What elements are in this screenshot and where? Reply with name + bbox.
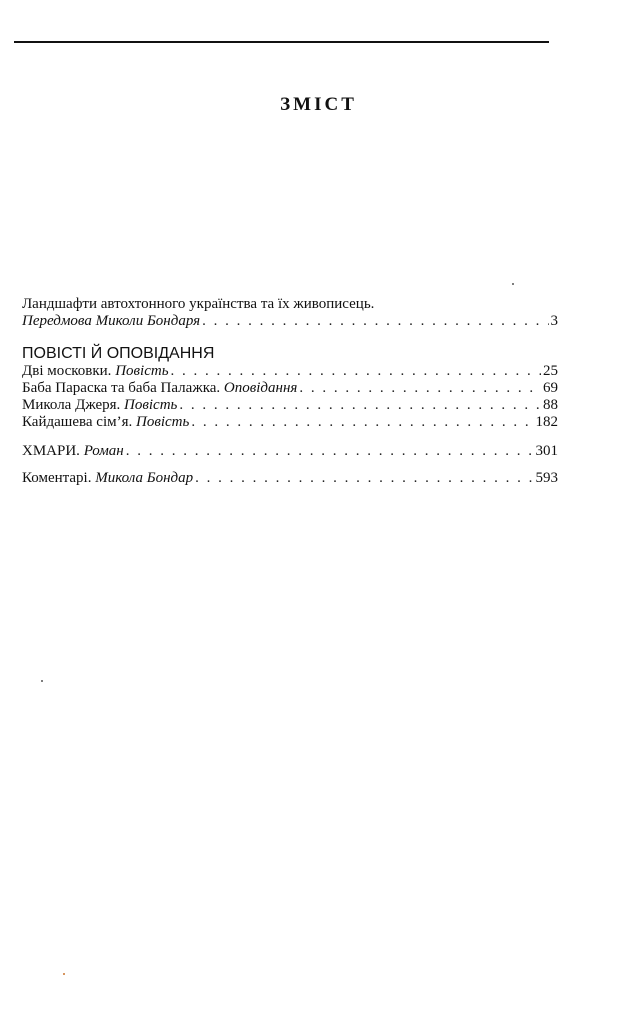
toc-page-number: 593	[535, 470, 558, 486]
toc-entry	[22, 363, 558, 380]
toc-entry-genre: Роман	[83, 443, 124, 459]
toc-entry-genre: Повість	[136, 414, 190, 430]
toc-entry-title: Кайдашева сім’я.	[22, 414, 133, 430]
toc-entry-author: Микола Бондар	[95, 470, 194, 486]
paper-speck	[512, 283, 514, 285]
dot-leader	[191, 414, 533, 431]
toc-entry-title: Микола Джеря.	[22, 397, 121, 413]
toc-page-number: 3	[550, 313, 558, 329]
toc-entry-title: ХМАРИ.	[22, 443, 80, 459]
toc-entry-label	[22, 363, 169, 380]
toc-entry-novel	[22, 443, 558, 460]
toc-entry	[22, 397, 558, 414]
toc-intro-title: Ландшафти автохтонного українства та їх живописець.	[22, 296, 375, 312]
toc-entry	[22, 414, 558, 431]
toc-entry-label	[22, 397, 177, 414]
dot-leader	[299, 380, 541, 397]
spacer	[22, 460, 558, 470]
toc-entry	[22, 380, 558, 397]
table-of-contents	[22, 296, 558, 487]
toc-entry-title: Коментарі.	[22, 470, 92, 486]
page-title: ЗМІСТ	[280, 94, 357, 115]
top-rule	[14, 41, 549, 43]
toc-entry-comments	[22, 470, 558, 487]
toc-entry-genre: Повість	[115, 363, 169, 379]
toc-page-number: 182	[535, 414, 558, 430]
toc-entry-label	[22, 470, 193, 487]
spacer	[22, 431, 558, 443]
toc-entry-genre: Оповідання	[223, 380, 298, 396]
toc-page-number: 69	[543, 380, 558, 396]
toc-entry-intro	[22, 313, 558, 330]
dot-leader	[179, 397, 541, 414]
toc-page-number: 301	[535, 443, 558, 459]
toc-entry-label	[22, 414, 189, 431]
toc-page-number: 25	[543, 363, 558, 379]
paper-speck	[63, 973, 65, 975]
toc-entry-genre: Повість	[124, 397, 178, 413]
toc-entry-title: Баба Параска та баба Палажка.	[22, 380, 221, 396]
dot-leader	[202, 313, 548, 330]
section-heading: ПОВІСТІ Й ОПОВІДАННЯ	[22, 345, 215, 362]
toc-entry-label	[22, 380, 297, 397]
toc-entry-label	[22, 443, 124, 460]
toc-entry-title: Дві московки.	[22, 363, 112, 379]
dot-leader	[126, 443, 534, 460]
paper-speck	[41, 680, 43, 682]
dot-leader	[195, 470, 533, 487]
toc-page-number: 88	[543, 397, 558, 413]
toc-intro-subtitle: Передмова Миколи Бондаря	[22, 313, 201, 329]
dot-leader	[171, 363, 541, 380]
